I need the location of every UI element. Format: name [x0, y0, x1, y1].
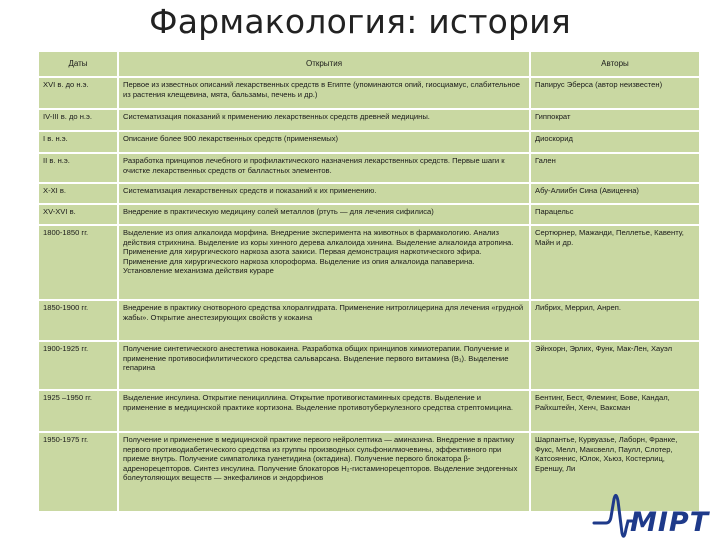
- row-discovery: Систематизация показаний к применению лекарственных средств древней медицины.: [119, 110, 529, 130]
- row-dates: 1900-1925 гг.: [39, 342, 117, 389]
- row-discovery: Внедрение в практическую медицину солей металлов (ртуть — для лечения сифилиса): [119, 205, 529, 224]
- table-row: [39, 184, 699, 203]
- table-row: [39, 110, 699, 130]
- row-dates: 1950-1975 гг.: [39, 433, 117, 511]
- row-dates: II в. н.э.: [39, 154, 117, 182]
- row-authors: Эйнхорн, Эрлих, Функ, Мак-Лен, Хауэл: [531, 342, 699, 389]
- table-row: [39, 132, 699, 152]
- row-dates: 1800-1850 гг.: [39, 226, 117, 299]
- row-discovery: Разработка принципов лечебного и профилактического назначения лекарственных средств. Первые шаги к очистке лекарственных средств от балластных элементов.: [119, 154, 529, 182]
- history-table: [37, 50, 701, 513]
- table-row: [39, 391, 699, 431]
- row-discovery: Первое из известных описаний лекарственных средств в Египте (упоминаются опий, гиосциамус, слабительное из растения клещевина, мята, бальзамы, печень и др.): [119, 78, 529, 108]
- row-dates: 1925 –1950 гг.: [39, 391, 117, 431]
- header-dates: Даты: [39, 52, 117, 76]
- row-discovery: Выделение инсулина. Открытие пенициллина. Открытие противогистаминных средств. Выделение и применение в медицинской практике кортизона. Выделение противотуберкулезного средства стрептомицина.: [119, 391, 529, 431]
- row-authors: Бентинг, Бест, Флеминг, Бове, Кандал, Райхштейн, Хенч, Ваксман: [531, 391, 699, 431]
- slide-title: Фармакология: история: [149, 2, 571, 41]
- row-discovery: Выделение из опия алкалоида морфина. Внедрение эксперимента на животных в фармакологию. Анализ действия стрихнина. Выделение из коры хинного дерева алкалоида хинина. Выделение алкалоида атропина. Применение для хирургического наркоза азота закиси. Первая демонстрация наркотического эфира. Применение для хирургического наркоза хлороформа. Выделение из опия алкалоида папаверина. Установление механизма действия кураре: [119, 226, 529, 299]
- row-dates: XVI в. до н.э.: [39, 78, 117, 108]
- row-discovery: Описание более 900 лекарственных средств (применяемых): [119, 132, 529, 152]
- header-discoveries: Открытия: [119, 52, 529, 76]
- table-row: [39, 226, 699, 299]
- row-discovery: Получение синтетического анестетика новокаина. Разработка общих принципов химиотерапии. Получение и применение противосифилитического средства сальварсана. Выделение первого витамина (B₁). Выделение гепарина: [119, 342, 529, 389]
- row-authors: Либрих, Меррил, Анреп.: [531, 301, 699, 340]
- table-row: [39, 205, 699, 224]
- row-authors: Гиппократ: [531, 110, 699, 130]
- row-authors: Папирус Эберса (автор неизвестен): [531, 78, 699, 108]
- row-dates: XV-XVI в.: [39, 205, 117, 224]
- row-dates: 1850-1900 гг.: [39, 301, 117, 340]
- row-dates: I в. н.э.: [39, 132, 117, 152]
- row-authors: Сертюрнер, Мажанди, Пеллетье, Кавенту, Майн и др.: [531, 226, 699, 299]
- table-row: [39, 342, 699, 389]
- table-row: [39, 78, 699, 108]
- row-discovery: Получение и применение в медицинской практике первого нейролептика — аминазина. Внедрение в практику первого противодиабетического средства из группы производных сульфонилмочевины, эффективного при приеме внутрь. Получение симпатолика гуанетидина (октадина). Получение первого блокатора β-адренорецепторов. Синтез инсулина. Получение блокаторов H₂-гистаминорецепторов. Выделение эндогенных болеутоляющих веществ — энкефалинов и эндорфинов: [119, 433, 529, 511]
- row-authors: Гален: [531, 154, 699, 182]
- row-dates: IV-III в. до н.э.: [39, 110, 117, 130]
- table-header-row: [39, 52, 699, 76]
- logo-wordmark: MIPT: [630, 507, 710, 538]
- header-authors: Авторы: [531, 52, 699, 76]
- row-authors: Абу-Алиибн Сина (Авиценна): [531, 184, 699, 203]
- row-discovery: Систематизация лекарственных средств и показаний к их применению.: [119, 184, 529, 203]
- row-authors: Диоскорид: [531, 132, 699, 152]
- row-discovery: Внедрение в практику снотворного средства хлоралгидрата. Применение нитроглицерина для лечения «грудной жабы». Открытие анестезирующих свойств у кокаина: [119, 301, 529, 340]
- row-authors: Шарпантье, Курвуазье, Лаборн, Франке, Фукс, Мелл, Максвелл, Паулл, Слотер, Катсояннис, Юлок, Хьюз, Костерлиц, Ереншу, Ли: [531, 433, 699, 511]
- row-dates: X-XI в.: [39, 184, 117, 203]
- table-row: [39, 154, 699, 182]
- row-authors: Парацельс: [531, 205, 699, 224]
- table-row: [39, 301, 699, 340]
